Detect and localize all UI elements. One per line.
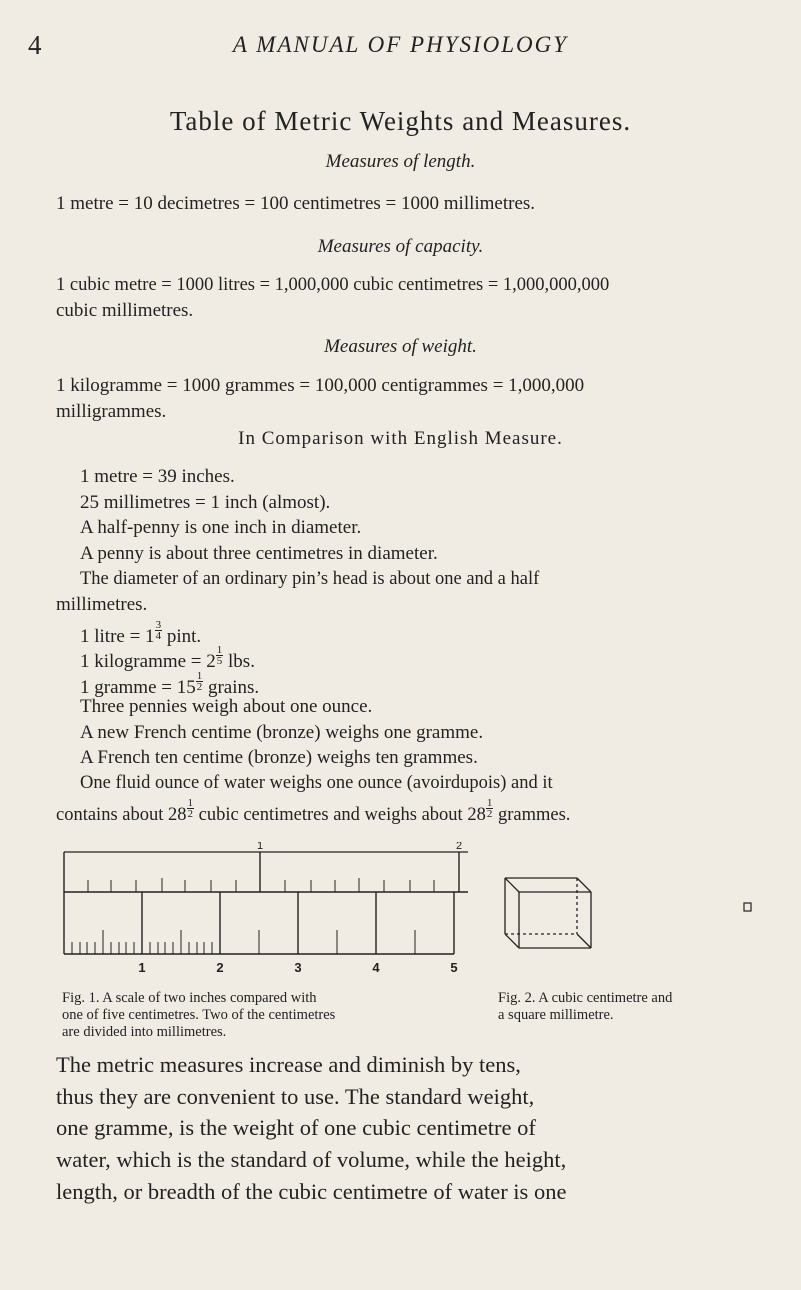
length-heading: Measures of length. xyxy=(325,151,476,172)
cm-label-1: 1 xyxy=(138,960,146,975)
figure-2-cube xyxy=(495,862,795,972)
comparison-pin-1: The diameter of an ordinary pin’s head is about one and a half xyxy=(80,569,540,589)
fraction: $\frac{1}{2}$ xyxy=(486,797,493,820)
fraction: $\frac{1}{2}$ xyxy=(187,797,194,820)
figure-2-caption-1: Fig. 2. A cubic centimetre and xyxy=(498,990,673,1006)
running-title: A MANUAL OF PHYSIOLOGY xyxy=(232,32,569,57)
body-line-4: water, which is the standard of volume, while the height, xyxy=(56,1147,567,1172)
cm-label-3: 3 xyxy=(294,960,302,975)
figure-1-caption-3: are divided into millimetres. xyxy=(62,1024,227,1040)
body-line-3: one gramme, is the weight of one cubic centimetre of xyxy=(56,1115,536,1140)
cm-label-5: 5 xyxy=(450,960,458,975)
capacity-line-2: cubic millimetres. xyxy=(56,300,194,321)
millimetre-ticks xyxy=(72,930,415,954)
fraction: $\frac{1}{5}$ xyxy=(216,644,223,667)
body-line-1: The metric measures increase and diminish by tens, xyxy=(56,1052,521,1077)
body-line-5: length, or breadth of the cubic centimetre of water is one xyxy=(56,1179,567,1204)
cm-label-4: 4 xyxy=(372,960,380,975)
fraction: $\frac{1}{2}$ xyxy=(196,670,203,693)
comparison-millimetres: 25 millimetres = 1 inch (almost). xyxy=(80,492,331,513)
weight-heading: Measures of weight. xyxy=(324,336,477,357)
square-millimetre xyxy=(744,903,751,911)
fraction: $\frac{3}{4}$ xyxy=(155,619,162,642)
capacity-line-1: 1 cubic metre = 1000 litres = 1,000,000 cubic centimetres = 1,000,000,000 xyxy=(56,275,610,295)
cm-label-2: 2 xyxy=(216,960,224,975)
table-title: Table of Metric Weights and Measures. xyxy=(169,106,632,136)
length-line: 1 metre = 10 decimetres = 100 centimetres = 1000 millimetres. xyxy=(56,193,536,214)
figure-2-caption-2: a square millimetre. xyxy=(498,1007,614,1023)
comparison-pin-2: millimetres. xyxy=(56,594,148,615)
cubic-centimetre-drawing xyxy=(505,878,591,948)
comparison-centime: A new French centime (bronze) weighs one gramme. xyxy=(80,722,484,743)
comparison-halfpenny: A half-penny is one inch in diameter. xyxy=(80,517,362,538)
comparison-litre: 1 litre = 1 $\frac{3}{4}$ pint. xyxy=(80,619,202,647)
capacity-heading: Measures of capacity. xyxy=(317,236,484,257)
comparison-fluid-1: One fluid ounce of water weighs one ounce (avoirdupois) and it xyxy=(80,773,553,793)
inch-label-1: 1 xyxy=(256,842,264,852)
figure-1-caption-1: Fig. 1. A scale of two inches compared with xyxy=(62,990,317,1006)
comparison-kilogramme: 1 kilogramme = 2 $\frac{1}{5}$ lbs. xyxy=(80,644,255,672)
body-line-2: thus they are convenient to use. The standard weight, xyxy=(56,1084,535,1109)
weight-line-1: 1 kilogramme = 1000 grammes = 100,000 centigrammes = 1,000,000 xyxy=(56,375,585,396)
comparison-metre: 1 metre = 39 inches. xyxy=(80,466,235,487)
comparison-penny: A penny is about three centimetres in diameter. xyxy=(80,543,438,564)
figure-1-scale xyxy=(50,842,480,987)
page-header xyxy=(0,28,801,68)
weight-line-2: milligrammes. xyxy=(56,401,167,422)
comparison-ten-centime: A French ten centime (bronze) weighs ten grammes. xyxy=(80,747,478,768)
comparison-gramme: 1 gramme = 15 $\frac{1}{2}$ grains. xyxy=(80,670,260,698)
inch-subdivision-ticks xyxy=(88,878,434,892)
inch-label-2: 2 xyxy=(455,842,463,852)
figure-1-caption-2: one of five centimetres. Two of the centimetres xyxy=(62,1007,336,1023)
comparison-heading: In Comparison with English Measure. xyxy=(238,428,563,449)
comparison-pennies: Three pennies weigh about one ounce. xyxy=(80,696,373,717)
page-number: 4 xyxy=(28,30,42,60)
comparison-fluid-2: contains about 28 $\frac{1}{2}$ cubic centimetres and weighs about 28 $\frac{1}{2}$ grammes. xyxy=(56,797,571,825)
